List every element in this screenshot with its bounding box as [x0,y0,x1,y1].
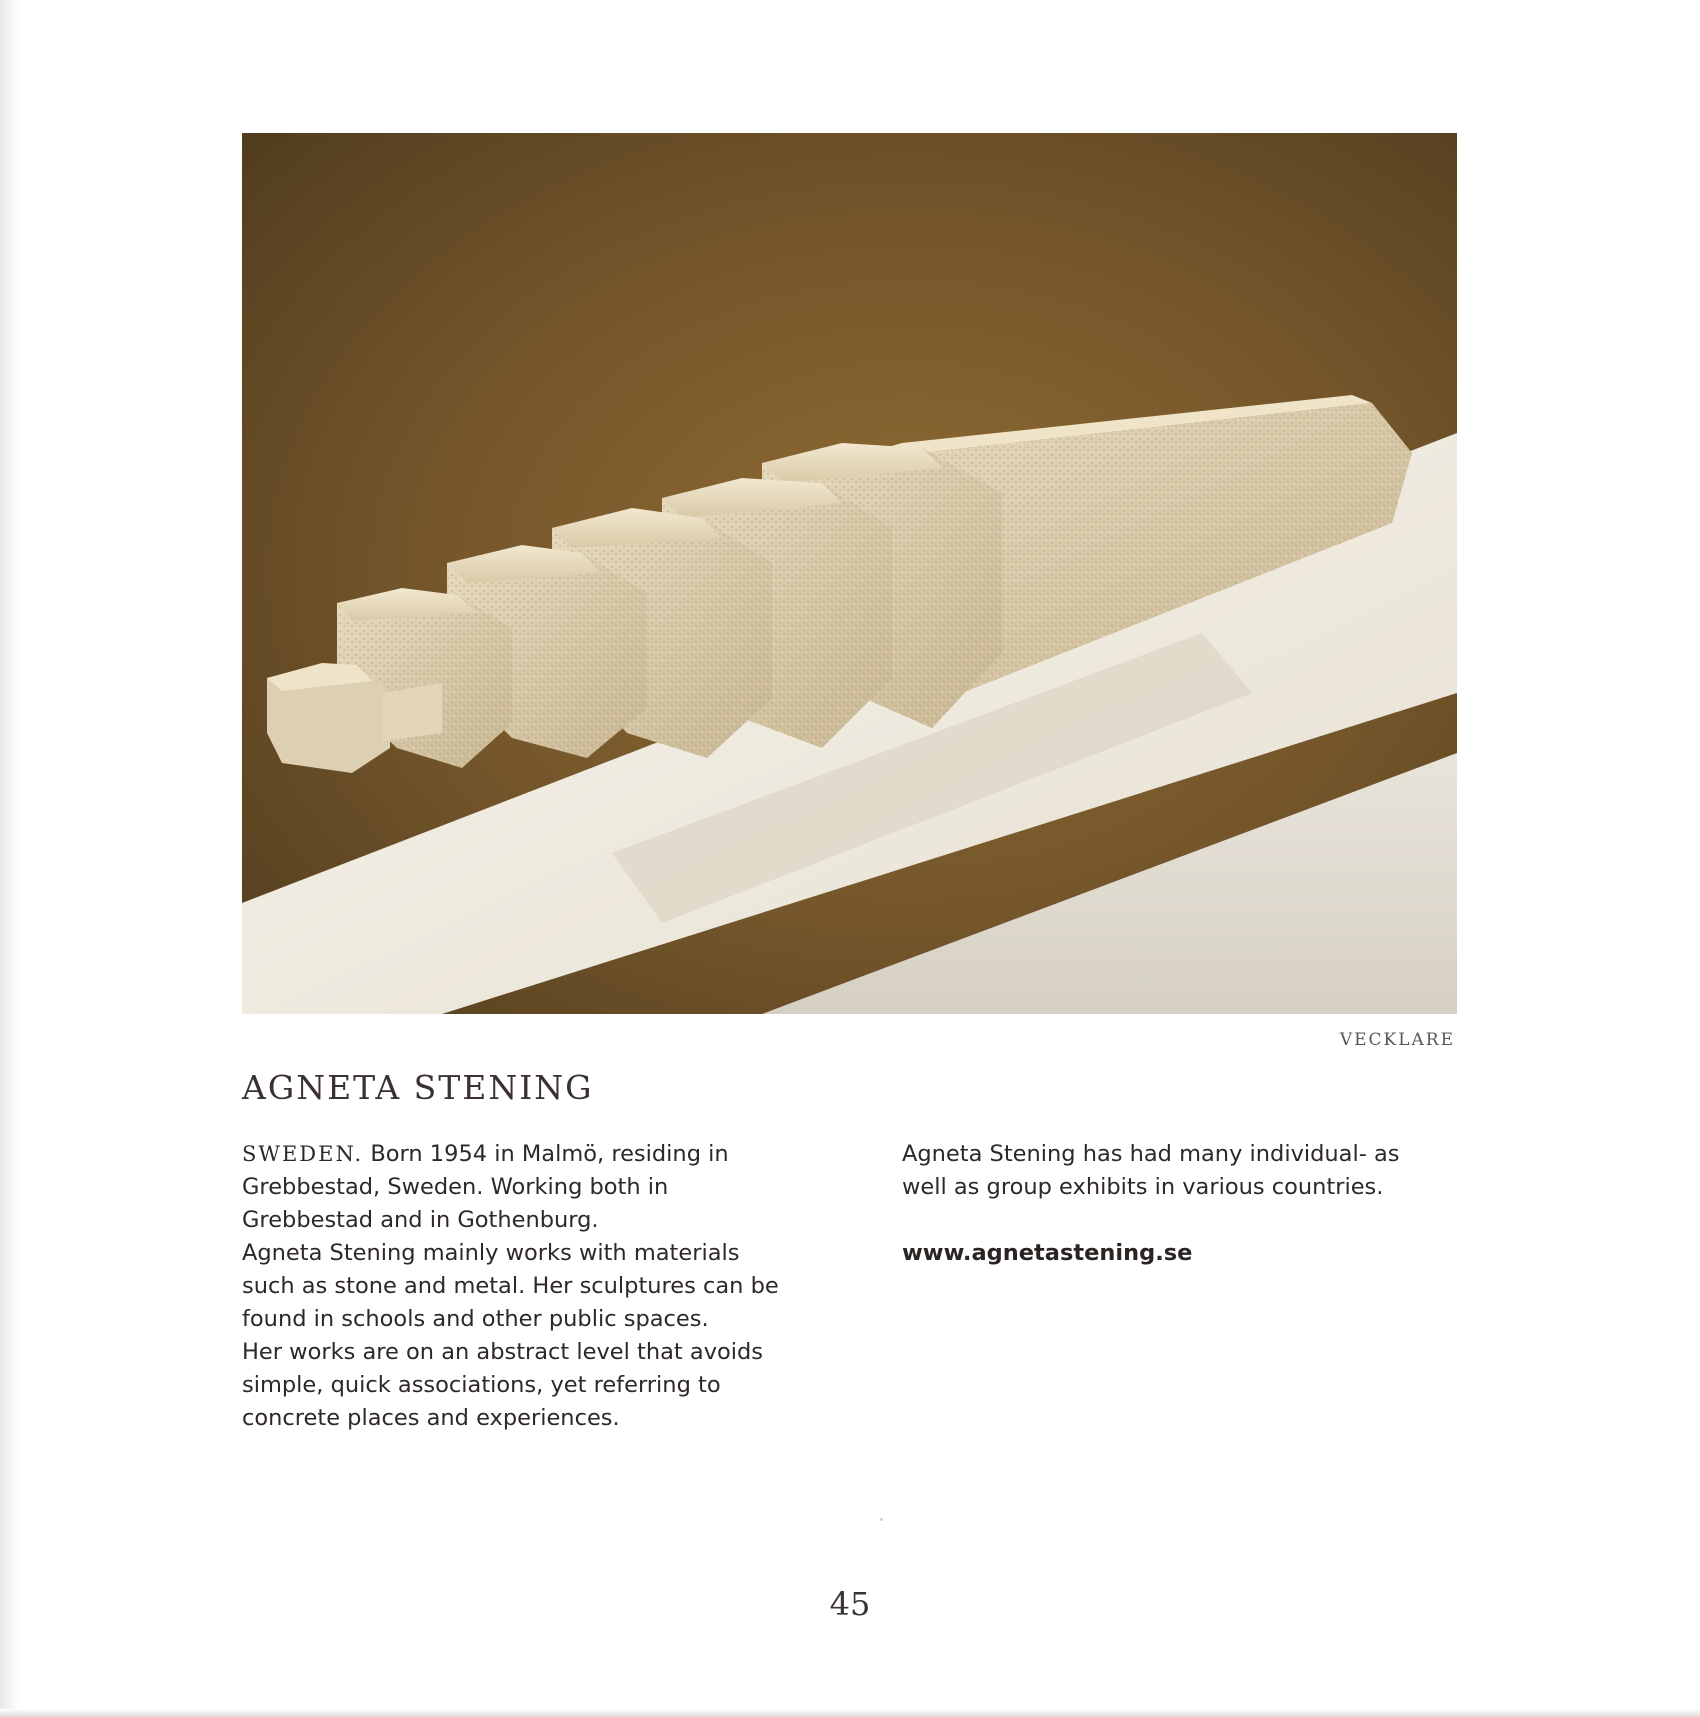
exhibits-paragraph: Agneta Stening has had many individual- as well as group exhibits in various countries. [902,1141,1400,1200]
page-bottom-edge [0,1709,1700,1717]
website-link[interactable]: www.agnetastening.se [902,1240,1193,1266]
page-edge-shadow [0,0,20,1717]
artwork-caption: VECKLARE [1339,1030,1455,1050]
bio-paragraph-2: Agneta Stening mainly works with materials such as stone and metal. Her sculptures can be found in schools and other public spaces. [242,1240,779,1332]
bio-paragraph-1 [242,1138,782,1237]
print-speck [880,1518,883,1521]
country-label: SWEDEN. [242,1142,364,1166]
bio-paragraph-3: Her works are on an abstract level that avoids simple, quick associations, yet referring to concrete places and experiences. [242,1339,764,1431]
artist-name: AGNETA STENING [242,1068,594,1107]
bio-right-column [902,1138,1442,1270]
bio-left-column [242,1138,782,1435]
page-number: 45 [829,1585,871,1623]
bio-text-1: Born 1954 in Malmö, residing in Grebbestad, Sweden. Working both in Grebbestad and in Gothenburg. [242,1141,729,1233]
artwork-photo [242,133,1457,1014]
